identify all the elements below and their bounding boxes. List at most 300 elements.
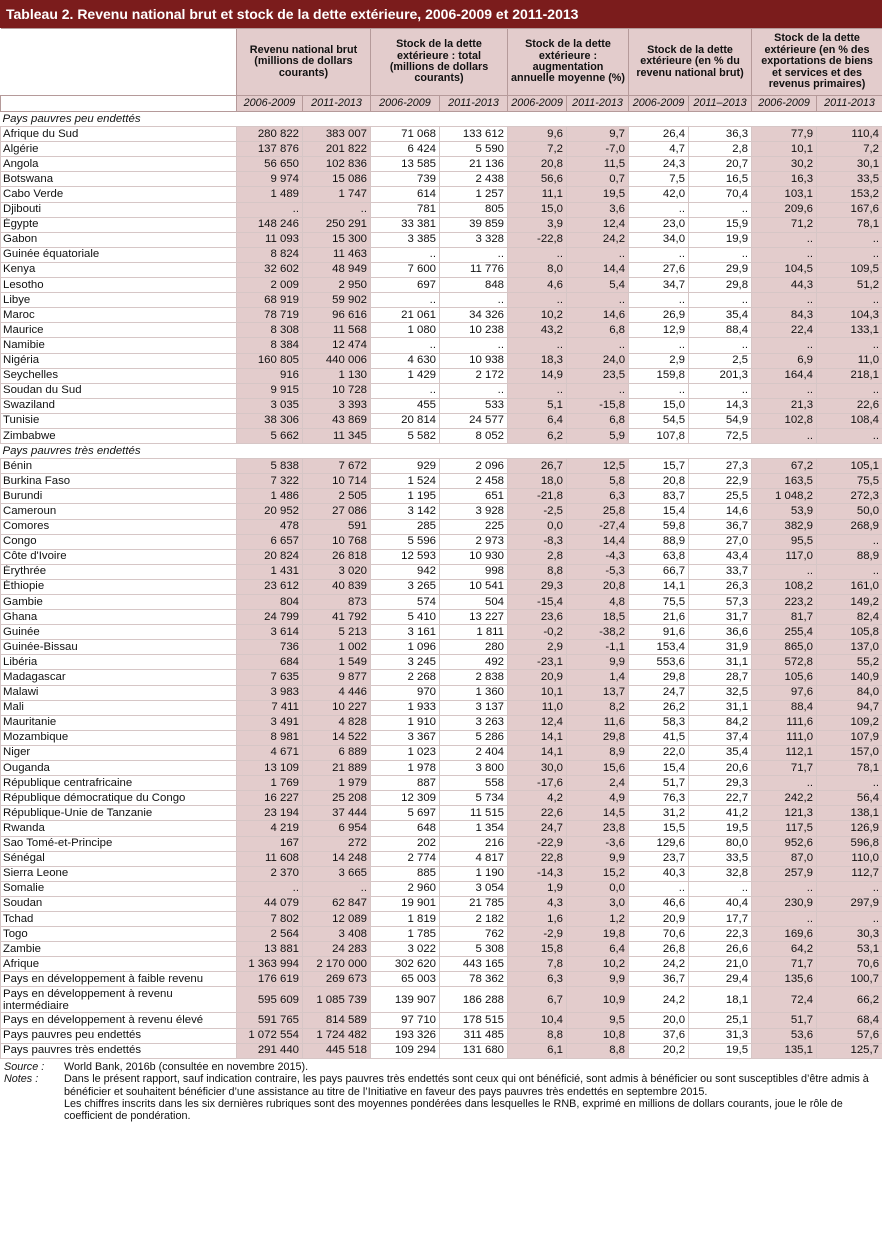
period-header: 2011-2013	[440, 96, 508, 112]
data-cell: 1 354	[440, 821, 508, 836]
data-cell: 117,0	[752, 549, 817, 564]
data-cell: 20,9	[508, 670, 567, 685]
data-cell: 4,7	[629, 142, 689, 157]
data-cell: ..	[752, 881, 817, 896]
data-cell: ..	[440, 383, 508, 398]
data-cell: 11,0	[817, 353, 882, 368]
table-row	[1, 685, 882, 700]
data-cell: 169,6	[752, 927, 817, 942]
table-row	[1, 278, 882, 293]
data-cell: 70,6	[817, 957, 882, 972]
data-cell: 54,5	[629, 413, 689, 428]
data-cell: 75,5	[629, 595, 689, 610]
data-cell: 107,8	[629, 428, 689, 443]
data-cell: 218,1	[817, 368, 882, 383]
data-cell: 57,3	[689, 595, 752, 610]
table-row	[1, 579, 882, 594]
data-cell: 35,4	[689, 745, 752, 760]
data-cell: ..	[371, 293, 440, 308]
data-cell: 272,3	[817, 489, 882, 504]
row-label: Soudan	[1, 896, 237, 911]
data-cell: 100,7	[817, 972, 882, 987]
table-row	[1, 896, 882, 911]
data-cell: 1 257	[440, 187, 508, 202]
data-cell: 53,1	[817, 942, 882, 957]
row-label: Togo	[1, 927, 237, 942]
data-cell: 149,2	[817, 595, 882, 610]
data-cell: 59,8	[629, 519, 689, 534]
data-cell: 25,8	[567, 504, 629, 519]
data-cell: ..	[303, 881, 371, 896]
data-cell: 176 619	[237, 972, 303, 987]
data-cell: 14,1	[629, 579, 689, 594]
data-cell: 159,8	[629, 368, 689, 383]
data-cell: 1 524	[371, 474, 440, 489]
data-cell: 43,4	[689, 549, 752, 564]
table-row	[1, 700, 882, 715]
data-cell: 31,9	[689, 640, 752, 655]
data-cell: ..	[567, 247, 629, 262]
data-cell: 2 370	[237, 866, 303, 881]
data-cell: 10 227	[303, 700, 371, 715]
data-cell: ..	[752, 247, 817, 262]
data-cell: -38,2	[567, 625, 629, 640]
data-cell: 11 093	[237, 232, 303, 247]
data-cell: 104,3	[817, 308, 882, 323]
data-cell: 2 838	[440, 670, 508, 685]
data-cell: ..	[237, 202, 303, 217]
data-cell: 12 309	[371, 791, 440, 806]
data-cell: 67,2	[752, 459, 817, 474]
row-label: Soudan du Sud	[1, 383, 237, 398]
data-cell: 3 035	[237, 398, 303, 413]
data-cell: 280 822	[237, 127, 303, 142]
data-cell: 23,6	[508, 610, 567, 625]
data-cell: 26,9	[629, 308, 689, 323]
table-row	[1, 398, 882, 413]
data-cell: 736	[237, 640, 303, 655]
data-cell: 30,0	[508, 761, 567, 776]
data-cell: 63,8	[629, 549, 689, 564]
data-cell: 15 300	[303, 232, 371, 247]
data-cell: 11 463	[303, 247, 371, 262]
data-cell: ..	[817, 911, 882, 926]
row-label: Afrique	[1, 957, 237, 972]
table-body	[1, 112, 882, 1059]
data-cell: 109,5	[817, 262, 882, 277]
data-cell: 56 650	[237, 157, 303, 172]
row-label: Nigéria	[1, 353, 237, 368]
data-cell: 33,7	[689, 564, 752, 579]
data-cell: 33,5	[689, 851, 752, 866]
data-cell: 26,7	[508, 459, 567, 474]
row-label: Tunisie	[1, 413, 237, 428]
data-cell: 7,2	[817, 142, 882, 157]
data-cell: 14,6	[689, 504, 752, 519]
table-row	[1, 308, 882, 323]
data-cell: 22,8	[508, 851, 567, 866]
data-cell: 3 800	[440, 761, 508, 776]
data-cell: 18,0	[508, 474, 567, 489]
data-cell: 2 182	[440, 911, 508, 926]
notes-spacer	[4, 1098, 64, 1123]
data-cell: 68,4	[817, 1013, 882, 1028]
data-cell: 591 765	[237, 1013, 303, 1028]
data-cell: 91,6	[629, 625, 689, 640]
data-cell: 383 007	[303, 127, 371, 142]
data-cell: 8 824	[237, 247, 303, 262]
data-cell: 20,2	[629, 1043, 689, 1058]
data-cell: 814 589	[303, 1013, 371, 1028]
data-cell: 77,9	[752, 127, 817, 142]
data-cell: 38 306	[237, 413, 303, 428]
data-cell: ..	[752, 232, 817, 247]
data-cell: 29,8	[567, 730, 629, 745]
data-cell: 20 952	[237, 504, 303, 519]
data-cell: 13 881	[237, 942, 303, 957]
data-cell: ..	[752, 564, 817, 579]
data-cell: 26 818	[303, 549, 371, 564]
data-cell: ..	[817, 338, 882, 353]
data-cell: -23,1	[508, 655, 567, 670]
data-cell: 160 805	[237, 353, 303, 368]
table-row	[1, 459, 882, 474]
row-label: Botswana	[1, 172, 237, 187]
data-cell: 11 345	[303, 428, 371, 443]
data-cell: 16,5	[689, 172, 752, 187]
data-cell: 24 577	[440, 413, 508, 428]
data-cell: 504	[440, 595, 508, 610]
data-cell: 4,9	[567, 791, 629, 806]
data-cell: 0,0	[508, 519, 567, 534]
data-cell: 7 600	[371, 262, 440, 277]
data-cell: 107,9	[817, 730, 882, 745]
data-cell: 10,1	[508, 685, 567, 700]
data-cell: 34,0	[629, 232, 689, 247]
data-cell: 272	[303, 836, 371, 851]
data-cell: 8,8	[508, 1028, 567, 1043]
data-cell: 161,0	[817, 579, 882, 594]
data-cell: 5,1	[508, 398, 567, 413]
data-cell: 65 003	[371, 972, 440, 987]
data-cell: -15,4	[508, 595, 567, 610]
header-dette-total: Stock de la dette extérieure : total (millions de dollars courants)	[371, 29, 508, 96]
data-cell: 19,8	[567, 927, 629, 942]
data-cell: 7,2	[508, 142, 567, 157]
data-cell: 88,9	[817, 549, 882, 564]
header-dette-pct-exports: Stock de la dette extérieure (en % des exportations de biens et services et des revenus primaires)	[752, 29, 882, 96]
data-cell: 137 876	[237, 142, 303, 157]
data-cell: 1 096	[371, 640, 440, 655]
data-cell: 9 915	[237, 383, 303, 398]
data-cell: 64,2	[752, 942, 817, 957]
data-cell: 3 393	[303, 398, 371, 413]
data-cell: 916	[237, 368, 303, 383]
data-cell: 81,7	[752, 610, 817, 625]
data-cell: 53,6	[752, 1028, 817, 1043]
data-cell: 29,8	[689, 278, 752, 293]
data-cell: 137,0	[817, 640, 882, 655]
data-cell: 762	[440, 927, 508, 942]
row-label: Bénin	[1, 459, 237, 474]
period-header: 2006-2009	[371, 96, 440, 112]
row-label: Malawi	[1, 685, 237, 700]
data-cell: 13,7	[567, 685, 629, 700]
data-cell: 96 616	[303, 308, 371, 323]
data-cell: 15,2	[567, 866, 629, 881]
data-cell: 82,4	[817, 610, 882, 625]
data-cell: ..	[440, 293, 508, 308]
data-cell: 4,8	[567, 595, 629, 610]
data-cell: 4 817	[440, 851, 508, 866]
period-header: 2006-2009	[237, 96, 303, 112]
table-row	[1, 172, 882, 187]
table-row	[1, 474, 882, 489]
data-cell: 4 828	[303, 715, 371, 730]
data-cell: 6 424	[371, 142, 440, 157]
data-cell: 7 322	[237, 474, 303, 489]
data-cell: 3 142	[371, 504, 440, 519]
data-cell: 10,4	[508, 1013, 567, 1028]
period-header: 2006-2009	[508, 96, 567, 112]
data-cell: 4 671	[237, 745, 303, 760]
data-cell: 56,6	[508, 172, 567, 187]
data-cell: 30,3	[817, 927, 882, 942]
data-cell: 140,9	[817, 670, 882, 685]
data-cell: ..	[629, 293, 689, 308]
data-cell: 3 022	[371, 942, 440, 957]
table-row	[1, 262, 882, 277]
data-cell: 6 889	[303, 745, 371, 760]
data-cell: 9,6	[508, 127, 567, 142]
data-cell: 16,3	[752, 172, 817, 187]
data-cell: 34,7	[629, 278, 689, 293]
data-cell: 24 799	[237, 610, 303, 625]
data-cell: 804	[237, 595, 303, 610]
row-label: Maurice	[1, 323, 237, 338]
data-cell: 78,1	[817, 761, 882, 776]
table-row	[1, 202, 882, 217]
data-cell: 20 824	[237, 549, 303, 564]
data-cell: 78 362	[440, 972, 508, 987]
data-cell: 225	[440, 519, 508, 534]
row-label: Lesotho	[1, 278, 237, 293]
data-cell: 5 697	[371, 806, 440, 821]
table-row	[1, 1028, 882, 1043]
data-cell: 250 291	[303, 217, 371, 232]
data-cell: ..	[440, 338, 508, 353]
data-cell: 3,0	[567, 896, 629, 911]
table-row	[1, 247, 882, 262]
data-cell: 31,7	[689, 610, 752, 625]
data-cell: 3 983	[237, 685, 303, 700]
data-cell: 21 136	[440, 157, 508, 172]
data-cell: 148 246	[237, 217, 303, 232]
data-cell: ..	[752, 293, 817, 308]
data-cell: 59 902	[303, 293, 371, 308]
data-cell: 13 585	[371, 157, 440, 172]
data-cell: 41 792	[303, 610, 371, 625]
data-cell: 1 080	[371, 323, 440, 338]
table-row	[1, 413, 882, 428]
data-cell: 5 410	[371, 610, 440, 625]
data-cell: 15 086	[303, 172, 371, 187]
data-cell: 2 009	[237, 278, 303, 293]
data-cell: ..	[817, 776, 882, 791]
data-cell: 1,6	[508, 911, 567, 926]
data-cell: 8,2	[567, 700, 629, 715]
period-header: 2006-2009	[629, 96, 689, 112]
data-cell: 20,8	[629, 474, 689, 489]
data-cell: 3 020	[303, 564, 371, 579]
data-cell: 30,1	[817, 157, 882, 172]
data-cell: 43,2	[508, 323, 567, 338]
data-cell: 6,3	[567, 489, 629, 504]
data-cell: 2 438	[440, 172, 508, 187]
data-cell: 29,9	[689, 262, 752, 277]
data-cell: 1 130	[303, 368, 371, 383]
data-cell: 201 822	[303, 142, 371, 157]
data-cell: 6,4	[508, 413, 567, 428]
data-cell: 873	[303, 595, 371, 610]
data-cell: -1,1	[567, 640, 629, 655]
source-text: World Bank, 2016b (consultée en novembre 2015).	[64, 1060, 309, 1073]
row-label: Seychelles	[1, 368, 237, 383]
data-cell: 492	[440, 655, 508, 670]
data-cell: ..	[689, 338, 752, 353]
data-cell: 97,6	[752, 685, 817, 700]
data-cell: 108,2	[752, 579, 817, 594]
data-cell: 1 486	[237, 489, 303, 504]
data-cell: 591	[303, 519, 371, 534]
row-label: Gambie	[1, 595, 237, 610]
data-cell: 5 582	[371, 428, 440, 443]
data-cell: 68 919	[237, 293, 303, 308]
data-cell: 2 505	[303, 489, 371, 504]
data-cell: 125,7	[817, 1043, 882, 1058]
table-row	[1, 972, 882, 987]
data-cell: 3 614	[237, 625, 303, 640]
data-cell: 10 938	[440, 353, 508, 368]
data-cell: 20 814	[371, 413, 440, 428]
period-header: 2011-2013	[567, 96, 629, 112]
data-cell: 2,5	[689, 353, 752, 368]
header-dette-augmentation: Stock de la dette extérieure : augmentation annuelle moyenne (%)	[508, 29, 629, 96]
data-cell: 209,6	[752, 202, 817, 217]
data-cell: 157,0	[817, 745, 882, 760]
data-cell: ..	[752, 776, 817, 791]
data-cell: 102,8	[752, 413, 817, 428]
data-cell: ..	[689, 881, 752, 896]
data-cell: 3 263	[440, 715, 508, 730]
data-cell: 12 474	[303, 338, 371, 353]
row-label: Mali	[1, 700, 237, 715]
row-label: Burundi	[1, 489, 237, 504]
data-cell: 952,6	[752, 836, 817, 851]
data-cell: 14,6	[567, 308, 629, 323]
data-cell: 3 265	[371, 579, 440, 594]
data-cell: 51,2	[817, 278, 882, 293]
data-cell: -4,3	[567, 549, 629, 564]
data-cell: -0,2	[508, 625, 567, 640]
data-cell: 138,1	[817, 806, 882, 821]
data-cell: 186 288	[440, 987, 508, 1013]
data-cell: 109,2	[817, 715, 882, 730]
data-cell: 22,3	[689, 927, 752, 942]
data-cell: ..	[629, 383, 689, 398]
data-cell: ..	[440, 247, 508, 262]
data-cell: 13 109	[237, 761, 303, 776]
table-row	[1, 851, 882, 866]
table-row	[1, 504, 882, 519]
table-row	[1, 232, 882, 247]
table-row	[1, 428, 882, 443]
data-cell: 80,0	[689, 836, 752, 851]
row-label: République centrafricaine	[1, 776, 237, 791]
data-cell: ..	[508, 293, 567, 308]
data-cell: 10 238	[440, 323, 508, 338]
data-cell: 3 408	[303, 927, 371, 942]
row-label: Djibouti	[1, 202, 237, 217]
table-row	[1, 881, 882, 896]
data-cell: 14,4	[567, 262, 629, 277]
data-cell: 684	[237, 655, 303, 670]
table-row	[1, 987, 882, 1013]
data-cell: 1,4	[567, 670, 629, 685]
data-cell: 105,6	[752, 670, 817, 685]
data-cell: 3 245	[371, 655, 440, 670]
data-cell: 285	[371, 519, 440, 534]
data-cell: 21,0	[689, 957, 752, 972]
data-cell: 1 363 994	[237, 957, 303, 972]
data-cell: 167	[237, 836, 303, 851]
data-cell: 84,2	[689, 715, 752, 730]
data-cell: 31,3	[689, 1028, 752, 1043]
data-cell: 32 602	[237, 262, 303, 277]
data-cell: 26,4	[629, 127, 689, 142]
row-label: Tchad	[1, 911, 237, 926]
row-label: Madagascar	[1, 670, 237, 685]
data-cell: 71,7	[752, 957, 817, 972]
data-cell: 5 662	[237, 428, 303, 443]
table-row	[1, 217, 882, 232]
data-cell: 88,9	[629, 534, 689, 549]
data-cell: 2 170 000	[303, 957, 371, 972]
data-cell: 440 006	[303, 353, 371, 368]
section-header	[1, 112, 882, 127]
data-cell: 614	[371, 187, 440, 202]
data-cell: -27,4	[567, 519, 629, 534]
period-header: 2011-2013	[303, 96, 371, 112]
data-cell: 14 522	[303, 730, 371, 745]
data-cell: 2,9	[629, 353, 689, 368]
data-cell: 57,6	[817, 1028, 882, 1043]
data-cell: 1 085 739	[303, 987, 371, 1013]
data-cell: 95,5	[752, 534, 817, 549]
data-cell: 37,6	[629, 1028, 689, 1043]
row-label: Niger	[1, 745, 237, 760]
data-cell: ..	[689, 293, 752, 308]
data-cell: 110,4	[817, 127, 882, 142]
data-cell: 133,1	[817, 323, 882, 338]
section-title: Pays pauvres très endettés	[1, 444, 882, 459]
row-label: Cameroun	[1, 504, 237, 519]
row-label: Guinée équatoriale	[1, 247, 237, 262]
data-cell: 83,7	[629, 489, 689, 504]
data-cell: 19,5	[567, 187, 629, 202]
data-cell: 28,7	[689, 670, 752, 685]
data-cell: 648	[371, 821, 440, 836]
